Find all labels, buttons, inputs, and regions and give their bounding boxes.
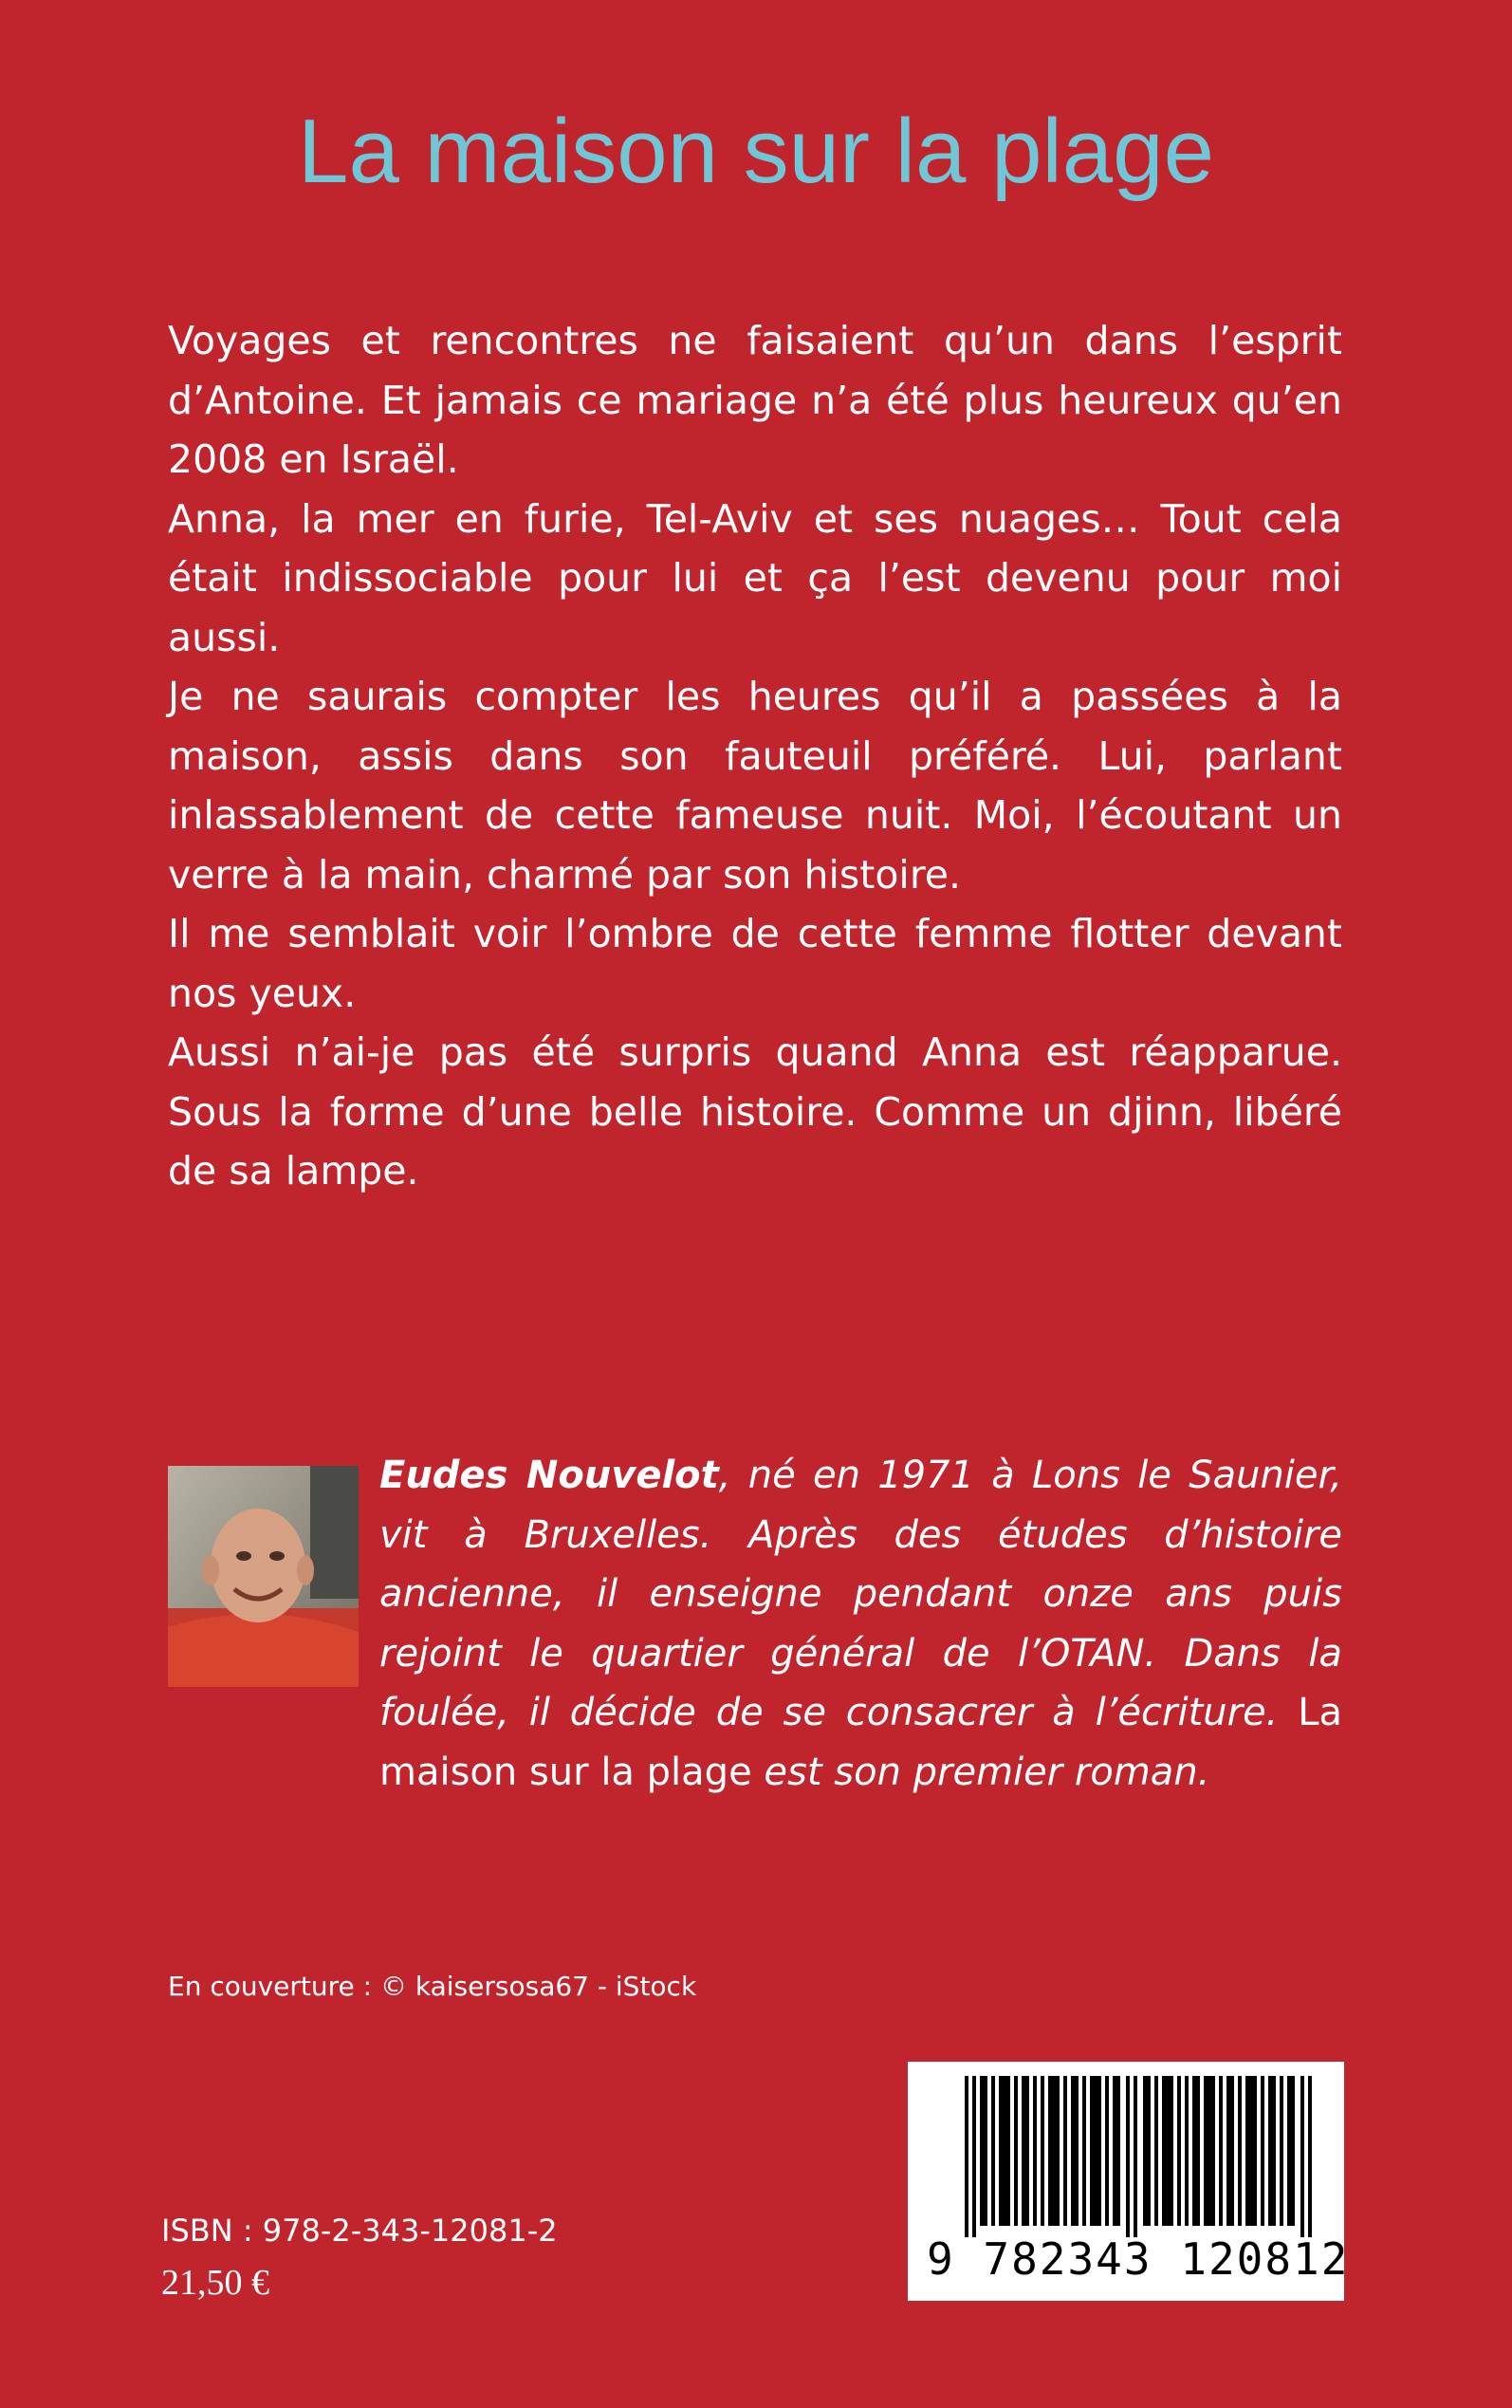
- bio-text-end: est son premier roman.: [751, 1750, 1210, 1794]
- book-title: La maison sur la plage: [298, 101, 1214, 202]
- price: 21,50 €: [161, 2263, 269, 2303]
- bio-text: , né en 1971 à Lons le Saunier, vit à Bruxelles. Après des études d’histoire ancienne, il enseigne pendant onze ans puis rejoint le quartier général de l’OTAN. Dans la foulée, il décide de se consacrer à l’écriture.: [379, 1454, 1343, 1734]
- blurb-paragraph: Anna, la mer en furie, Tel-Aviv et ses nuages… Tout cela était indissociable pour lui et ça l’est devenu pour moi aussi.: [168, 495, 1342, 660]
- barcode: [908, 2062, 1350, 2301]
- author-bio: [379, 1446, 1342, 1802]
- blurb-paragraph: Voyages et rencontres ne faisaient qu’un dans l’esprit d’Antoine. Et jamais ce mariage n’a été plus heureux qu’en 2008 en Israël.: [168, 318, 1342, 482]
- bio-book-title: La maison sur la plage: [379, 1691, 1342, 1794]
- author-photo: [168, 1466, 359, 1687]
- blurb-paragraph: Aussi n’ai-je pas été surpris quand Anna est réapparue. Sous la forme d’une belle histoire. Comme un djinn, libéré de sa lampe.: [168, 1029, 1342, 1194]
- cover-credit: En couverture : © kaisersosa67 - iStock: [168, 1971, 697, 2002]
- blurb-paragraph: Je ne saurais compter les heures qu’il a passées à la maison, assis dans son fauteuil préféré. Lui, parlant inlassablement de cette fameuse nuit. Moi, l’écoutant un verre à la main, charmé par son histoire.: [168, 674, 1342, 898]
- author-name: Eudes Nouvelot: [379, 1454, 719, 1497]
- barcode-digits: 9 782343 120812: [927, 2233, 1350, 2285]
- blurb-paragraph: Il me semblait voir l’ombre de cette femme flotter devant nos yeux.: [168, 911, 1342, 1016]
- back-cover-blurb: [168, 311, 1342, 1201]
- isbn: ISBN : 978-2-343-12081-2: [161, 2213, 558, 2249]
- barcode-bars: [955, 2076, 1335, 2237]
